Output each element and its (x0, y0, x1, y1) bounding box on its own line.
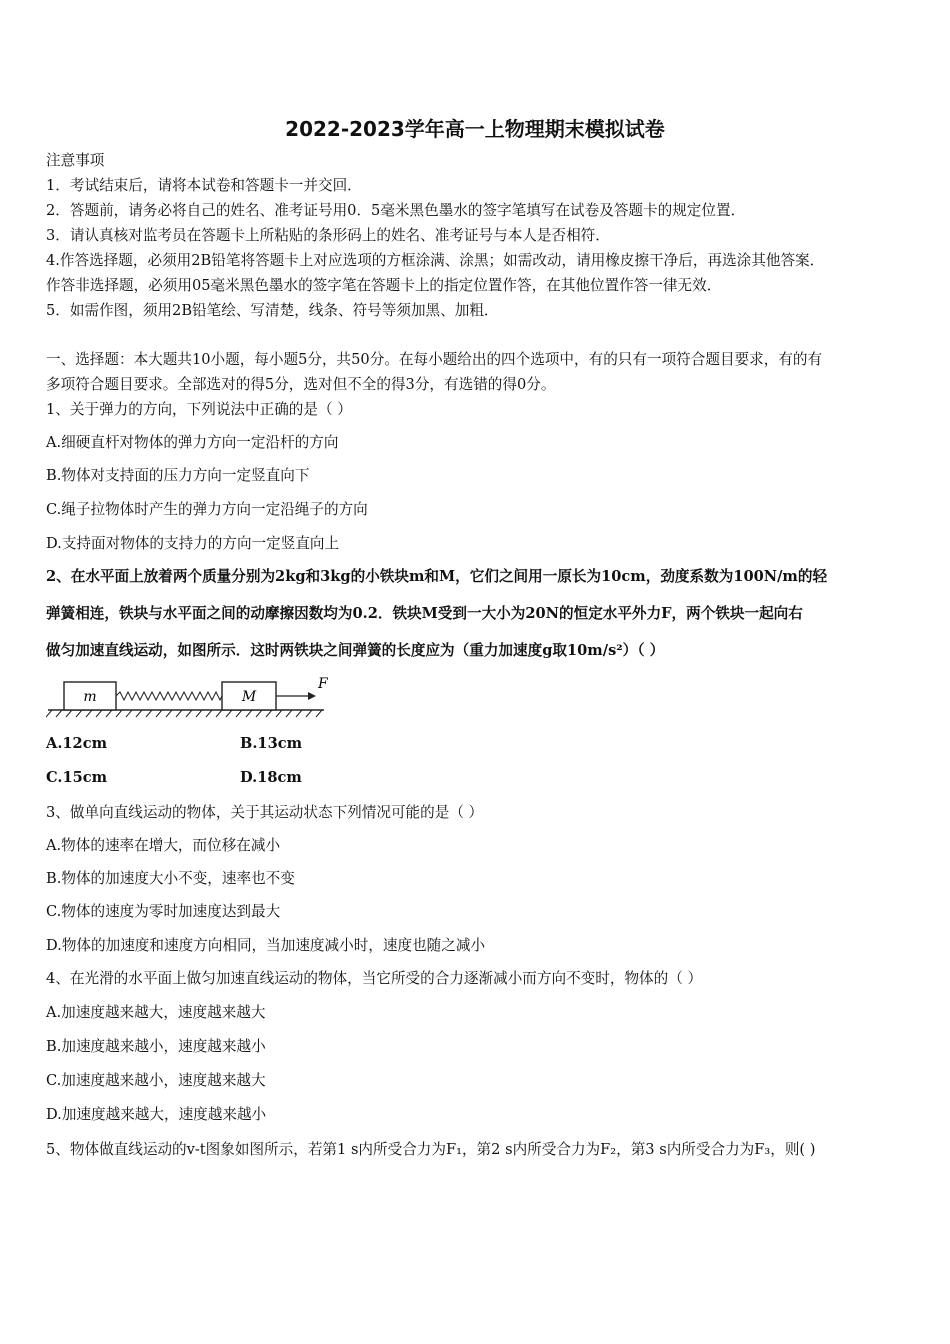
notice-item: 2．答题前，请务必将自己的姓名、准考证号用0．5毫米黑色墨水的签字笔填写在试卷及答题卡的规定位置． (46, 202, 746, 219)
q3-option-d: D.物体的加速度和速度方向相同，当加速度减小时，速度也随之减小 (46, 937, 486, 954)
notice-item: 4.作答选择题，必须用2B铅笔将答题卡上对应选项的方框涂满、涂黑；如需改动，请用橡皮擦干净后，再选涂其他答案． (46, 252, 825, 269)
force-label: F (318, 676, 328, 692)
question-2-line: 2、在水平面上放着两个质量分别为2kg和3kg的小铁块m和M，它们之间用一原长为10cm，劲度系数为100N/m的轻 (46, 568, 828, 585)
question-2-line: 弹簧相连，铁块与水平面之间的动摩擦因数均为0.2．铁块M受到一大小为20N的恒定水平外力F，两个铁块一起向右 (46, 605, 803, 622)
question-5-stem: 5、物体做直线运动的v-t图象如图所示，若第1 s内所受合力为F₁，第2 s内所受合力为F₂，第3 s内所受合力为F₃，则( ) (46, 1141, 816, 1158)
q3-option-b: B.物体的加速度大小不变，速率也不变 (46, 870, 295, 887)
q3-option-a: A.物体的速率在增大，而位移在减小 (46, 837, 281, 854)
q4-option-b: B.加速度越来越小，速度越来越小 (46, 1038, 266, 1055)
section-instructions: 一、选择题：本大题共10小题，每小题5分，共50分。在每小题给出的四个选项中，有的只有一项符合题目要求，有的有 (46, 351, 823, 368)
section-instructions: 多项符合题目要求。全部选对的得5分，选对但不全的得3分，有选错的得0分。 (46, 376, 556, 393)
q2-option-d: D.18cm (240, 769, 302, 786)
q2-option-b: B.13cm (240, 735, 303, 752)
notice-item: 5．如需作图，须用2B铅笔绘、写清楚，线条、符号等须加黑、加粗． (46, 302, 499, 319)
notice-item: 作答非选择题，必须用05毫米黑色墨水的签字笔在答题卡上的指定位置作答，在其他位置作答一律无效． (46, 277, 722, 294)
q1-option-b: B.物体对支持面的压力方向一定竖直向下 (46, 467, 310, 484)
spring-blocks-diagram (46, 672, 336, 720)
q2-option-a: A.12cm (46, 735, 108, 752)
notice-item: 1．考试结束后，请将本试卷和答题卡一并交回． (46, 177, 362, 194)
q3-option-c: C.物体的速度为零时加速度达到最大 (46, 903, 281, 920)
q4-option-a: A.加速度越来越大，速度越来越大 (46, 1004, 266, 1021)
q1-option-c: C.绳子拉物体时产生的弹力方向一定沿绳子的方向 (46, 501, 368, 518)
q4-option-d: D.加速度越来越大，速度越来越小 (46, 1106, 267, 1123)
question-1-stem: 1、关于弹力的方向，下列说法中正确的是（ ） (46, 401, 352, 418)
question-4-stem: 4、在光滑的水平面上做匀加速直线运动的物体，当它所受的合力逐渐减小而方向不变时，物体的（ ） (46, 970, 703, 987)
q4-option-c: C.加速度越来越小，速度越来越大 (46, 1072, 266, 1089)
exam-title: 2022-2023学年高一上物理期末模拟试卷 (285, 117, 665, 141)
arrow-head-icon (308, 692, 316, 700)
notice-heading: 注意事项 (46, 152, 105, 169)
q1-option-a: A.细硬直杆对物体的弹力方向一定沿杆的方向 (46, 434, 339, 451)
notice-item: 3．请认真核对监考员在答题卡上所粘贴的条形码上的姓名、准考证号与本人是否相符． (46, 227, 610, 244)
question-2-line: 做匀加速直线运动，如图所示．这时两铁块之间弹簧的长度应为（重力加速度g取10m/s²）（ ） (46, 642, 665, 659)
q2-option-c: C.15cm (46, 769, 108, 786)
block-m-label: m (83, 689, 97, 705)
block-M-label: M (241, 689, 257, 705)
spring (116, 692, 222, 700)
question-3-stem: 3、做单向直线运动的物体，关于其运动状态下列情况可能的是（ ） (46, 804, 484, 821)
q1-option-d: D.支持面对物体的支持力的方向一定竖直向上 (46, 535, 340, 552)
